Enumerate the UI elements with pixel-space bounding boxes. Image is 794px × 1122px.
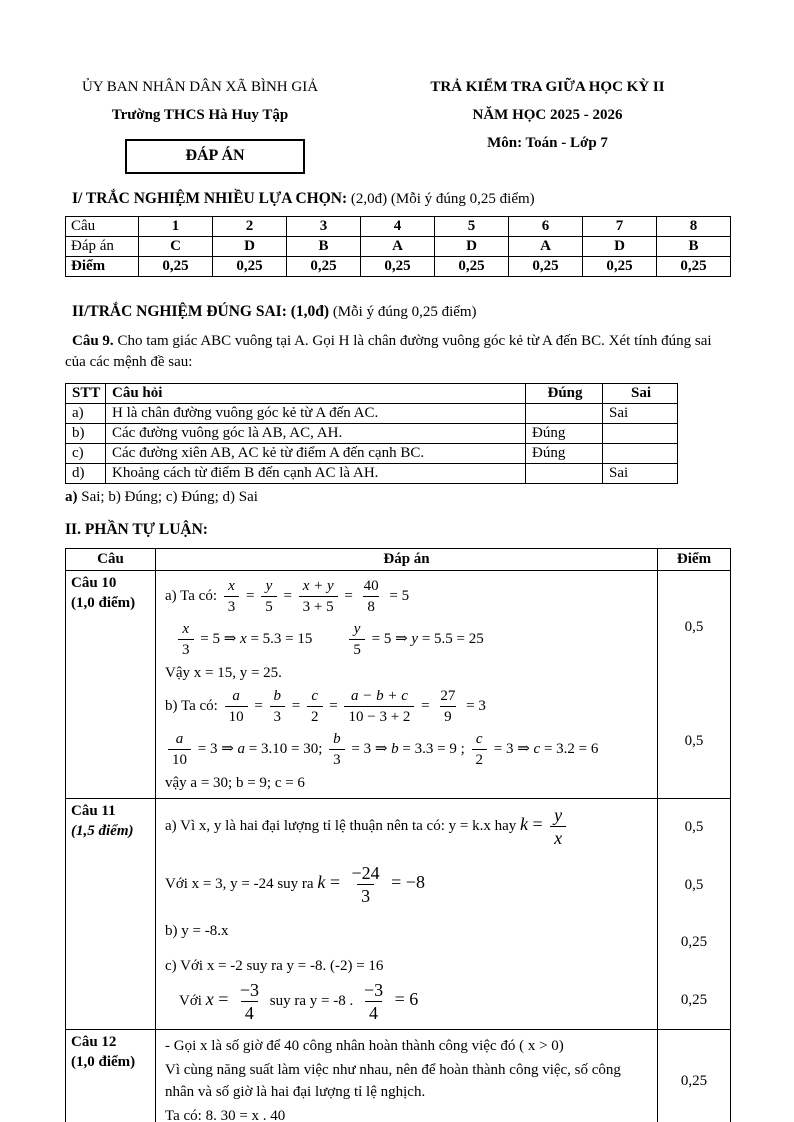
math-text: = 5 ⇒ xyxy=(196,630,241,647)
score-value: 0,5 xyxy=(684,819,704,836)
fraction-numerator: x xyxy=(228,578,235,594)
dung-cell xyxy=(526,464,603,484)
question-number-cell: 8 xyxy=(657,217,731,237)
math-text: = 3.2 = 6 xyxy=(540,740,599,757)
math-text: = 3 ⇒ xyxy=(194,740,238,757)
answer-gap xyxy=(165,909,651,918)
math-text: a) Ta có: xyxy=(165,587,221,604)
fraction xyxy=(472,730,488,769)
math-text: = 5 xyxy=(385,587,410,604)
fraction-denominator: 3 xyxy=(357,884,374,906)
math-text: = 3 xyxy=(462,697,486,714)
section1-title-rest: (2,0đ) (Mỗi ý đúng 0,25 điểm) xyxy=(347,191,535,207)
math-text: = 3 ⇒ xyxy=(347,740,392,757)
fraction-numerator: x xyxy=(182,621,190,637)
score-cell xyxy=(658,799,731,1030)
column-header-cell: Đáp án xyxy=(156,549,658,571)
score-value: 0,25 xyxy=(680,991,708,1008)
answer-content xyxy=(165,1035,651,1122)
summary-rest: Sai; b) Đúng; c) Đúng; d) Sai xyxy=(77,489,258,505)
stt-cell: b) xyxy=(66,424,106,444)
question9-statement xyxy=(65,331,730,373)
school-name: Trường THCS Hà Huy Tập xyxy=(111,107,289,123)
fraction-numerator: −3 xyxy=(363,980,384,1000)
section1-title-bold: I/ TRẮC NGHIỆM NHIỀU LỰA CHỌN: xyxy=(72,190,348,207)
question-number-cell: 7 xyxy=(583,217,657,237)
section2-title-rest: (Mỗi ý đúng 0,25 điểm) xyxy=(329,304,477,320)
sai-cell: Sai xyxy=(603,464,678,484)
math-text: = 6 xyxy=(390,988,419,1009)
answer-content-cell xyxy=(156,799,658,1030)
fraction-numerator: c xyxy=(311,688,319,704)
column-header-cell: Điểm xyxy=(658,549,731,571)
sai-cell xyxy=(603,424,678,444)
math-text: suy ra y = -8 . xyxy=(266,992,357,1009)
math-text: Vì cùng năng suất làm việc như nhau, nên để hoàn thành công việc, số công nhân và số giờ là hai đại lượng tỉ lệ nghịch. xyxy=(165,1062,621,1100)
question9-text: Cho tam giác ABC vuông tại A. Gọi H là chân đường vuông góc kẻ từ A đến BC. Xét tính đúng sai của các mệnh đề sau: xyxy=(65,333,712,370)
answer-line xyxy=(165,686,651,727)
question-number-cell: 5 xyxy=(435,217,509,237)
math-text: c) Với x = -2 suy ra y = -8. (-2) = 16 xyxy=(165,958,384,974)
math-text: a xyxy=(237,740,246,757)
column-header-cell: Đúng xyxy=(526,384,603,404)
row-label-cell: Câu xyxy=(66,217,139,237)
stt-cell: c) xyxy=(66,444,106,464)
math-text: vậy a = 30; b = 9; c = 6 xyxy=(165,775,305,791)
math-text: b) Ta có: xyxy=(165,697,222,714)
fraction xyxy=(360,577,383,616)
dung-cell xyxy=(526,404,603,424)
math-text: = 3 ⇒ xyxy=(490,740,534,757)
answer-line xyxy=(165,1105,651,1122)
fraction xyxy=(307,687,323,726)
fraction-numerator: a − b + c xyxy=(350,688,408,704)
fraction-numerator: y xyxy=(554,805,563,825)
fraction-denominator: x xyxy=(550,826,566,848)
column-header-cell: STT xyxy=(66,384,106,404)
essay-answer-table xyxy=(65,548,731,1122)
question-label: Câu 10 xyxy=(71,575,117,591)
answer-line xyxy=(165,804,651,849)
score-value: 0,25 xyxy=(680,1072,708,1089)
fraction xyxy=(329,730,345,769)
essay-row xyxy=(66,1030,731,1122)
fraction-numerator: a xyxy=(175,731,184,747)
math-text: = 3.10 = 30; xyxy=(245,740,327,757)
answer-line xyxy=(165,862,651,907)
answer-line xyxy=(165,662,651,684)
section1-title xyxy=(72,190,730,208)
true-false-table xyxy=(65,383,678,484)
answer-cell: D xyxy=(213,237,287,257)
question-label-cell xyxy=(66,1030,156,1122)
statement-cell: Các đường vuông góc là AB, AC, AH. xyxy=(106,424,526,444)
answer-line xyxy=(165,1059,651,1103)
score-value: 0,5 xyxy=(684,732,704,749)
score-cell: 0,25 xyxy=(583,257,657,277)
row-label-cell: Điểm xyxy=(66,257,139,277)
question-label: Câu 11 xyxy=(71,803,116,819)
answer-cell: C xyxy=(139,237,213,257)
row-label-cell: Đáp án xyxy=(66,237,139,257)
fraction xyxy=(436,687,459,726)
fraction-denominator: 10 − 3 + 2 xyxy=(344,706,414,726)
answer-line xyxy=(165,576,651,617)
table-row xyxy=(66,257,731,277)
math-text: = xyxy=(250,697,267,714)
question-number-cell: 1 xyxy=(139,217,213,237)
score-cell: 0,25 xyxy=(287,257,361,277)
column-header-cell: Sai xyxy=(603,384,678,404)
essay-row xyxy=(66,571,731,799)
score-cell xyxy=(658,1030,731,1122)
fraction xyxy=(224,577,240,616)
issuing-authority: ỦY BAN NHÂN DÂN XÃ BÌNH GIẢ xyxy=(81,79,319,95)
section2-title-bold: II/TRẮC NGHIỆM ĐÚNG SAI: (1,0đ) xyxy=(72,303,330,320)
exam-header xyxy=(335,78,730,174)
table-row xyxy=(66,464,678,484)
stt-cell: a) xyxy=(66,404,106,424)
dung-cell: Đúng xyxy=(526,424,603,444)
column-header-cell: Câu xyxy=(66,549,156,571)
fraction-numerator: b xyxy=(333,731,341,747)
fraction-numerator: c xyxy=(475,731,483,747)
answer-content xyxy=(165,804,651,1024)
math-text: - Gọi x là số giờ để 40 công nhân hoàn thành công việc đó ( x > 0) xyxy=(165,1038,564,1054)
question-number-cell: 2 xyxy=(213,217,287,237)
sai-cell xyxy=(603,444,678,464)
sai-cell: Sai xyxy=(603,404,678,424)
fraction-denominator: 3 + 5 xyxy=(299,596,338,616)
math-text: = 5 ⇒ xyxy=(367,630,412,647)
fraction-numerator: −24 xyxy=(351,863,380,883)
fraction xyxy=(225,687,248,726)
answer-content-cell xyxy=(156,571,658,799)
fraction-numerator: y xyxy=(353,621,361,637)
answer-cell: B xyxy=(657,237,731,257)
math-text: y xyxy=(411,630,419,647)
essay-row xyxy=(66,799,731,1030)
fraction-numerator: y xyxy=(265,578,273,594)
fraction-numerator: a xyxy=(232,688,240,704)
answer-gap xyxy=(165,851,651,860)
stt-cell: d) xyxy=(66,464,106,484)
document-header xyxy=(65,78,730,174)
score-stack xyxy=(658,571,730,798)
math-text: = xyxy=(340,587,357,604)
math-text: = 5.5 = 25 xyxy=(418,630,484,647)
fraction xyxy=(299,577,338,616)
score-cell xyxy=(658,571,731,799)
math-text: c xyxy=(533,740,541,757)
subject-grade: Môn: Toán - Lớp 7 xyxy=(487,135,608,151)
score-cell: 0,25 xyxy=(657,257,731,277)
fraction xyxy=(261,577,277,616)
math-text: k xyxy=(317,871,326,892)
answer-line xyxy=(165,619,651,660)
table-header-row xyxy=(66,549,731,571)
table-row xyxy=(66,404,678,424)
column-header-cell: Câu hỏi xyxy=(106,384,526,404)
fraction-denominator: 4 xyxy=(365,1001,382,1023)
answer-key-box: ĐÁP ÁN xyxy=(125,139,305,174)
summary-bold: a) xyxy=(65,489,78,505)
statement-cell: Khoảng cách từ điểm B đến cạnh AC là AH. xyxy=(106,464,526,484)
fraction-denominator: 3 xyxy=(224,596,240,616)
math-text: = xyxy=(325,697,342,714)
answer-line xyxy=(165,979,651,1024)
fraction-numerator: 40 xyxy=(363,578,379,594)
fraction-denominator: 2 xyxy=(307,706,323,726)
fraction-denominator: 10 xyxy=(225,706,248,726)
table-row xyxy=(66,237,731,257)
question-label: Câu 12 xyxy=(71,1034,117,1050)
fraction-numerator: 27 xyxy=(440,688,456,704)
answer-cell: D xyxy=(583,237,657,257)
fraction-denominator: 3 xyxy=(329,749,345,769)
school-year: NĂM HỌC 2025 - 2026 xyxy=(472,107,623,123)
score-cell: 0,25 xyxy=(213,257,287,277)
answer-content xyxy=(165,576,651,795)
math-text: = xyxy=(213,988,233,1009)
fraction-denominator: 4 xyxy=(241,1001,258,1023)
fraction xyxy=(550,805,566,848)
fraction-denominator: 9 xyxy=(440,706,456,726)
math-text: b) y = -8.x xyxy=(165,923,229,939)
answer-line xyxy=(165,1035,651,1057)
question-points: (1,0 điểm) xyxy=(71,595,136,611)
math-text: = 5.3 = 15 xyxy=(246,630,313,647)
table-row xyxy=(66,217,731,237)
table-row xyxy=(66,424,678,444)
math-text: Với xyxy=(179,992,206,1009)
math-text: = −8 xyxy=(386,871,425,892)
exam-title: TRẢ KIỂM TRA GIỮA HỌC KỲ II xyxy=(430,79,665,95)
answer-content-cell xyxy=(156,1030,658,1122)
math-text: a) Vì x, y là hai đại lượng tỉ lệ thuận nên ta có: y = k.x hay xyxy=(165,817,520,834)
math-text: Ta có: 8. 30 = x . 40 xyxy=(165,1108,286,1122)
math-text: x xyxy=(240,630,247,647)
question-points: (1,0 điểm) xyxy=(71,1054,136,1070)
dung-cell: Đúng xyxy=(526,444,603,464)
fraction xyxy=(236,980,263,1023)
question-points: (1,5 điểm) xyxy=(71,823,134,839)
mcq-answer-table xyxy=(65,216,731,277)
fraction-numerator: b xyxy=(273,688,282,704)
math-text: = xyxy=(528,813,548,834)
math-text: = xyxy=(242,587,259,604)
answer-line xyxy=(165,955,651,977)
fraction xyxy=(348,863,384,906)
fraction-numerator: x + y xyxy=(302,578,334,594)
fraction xyxy=(349,620,365,659)
answer-gap xyxy=(165,944,651,953)
table-header-row xyxy=(66,384,678,404)
math-text: = xyxy=(325,871,345,892)
answer-line xyxy=(165,729,651,770)
question9-number: Câu 9. xyxy=(72,333,114,349)
question-label-cell xyxy=(66,571,156,799)
score-cell: 0,25 xyxy=(139,257,213,277)
fraction-denominator: 3 xyxy=(270,706,286,726)
math-text: = xyxy=(417,697,434,714)
answer-line xyxy=(165,920,651,942)
fraction-denominator: 10 xyxy=(168,749,191,769)
fraction-denominator: 5 xyxy=(349,639,365,659)
fraction xyxy=(178,620,194,659)
math-text: x xyxy=(205,988,214,1009)
fraction-denominator: 8 xyxy=(363,596,379,616)
fraction xyxy=(270,687,286,726)
table-row xyxy=(66,444,678,464)
math-text: k xyxy=(520,813,528,834)
math-text: = xyxy=(288,697,305,714)
answer-cell: B xyxy=(287,237,361,257)
math-text: = xyxy=(279,587,296,604)
score-value: 0,5 xyxy=(684,876,704,893)
fraction-numerator: −3 xyxy=(239,980,259,1000)
math-text: = 3.3 = 9 ; xyxy=(398,740,469,757)
answer-cell: D xyxy=(435,237,509,257)
score-cell: 0,25 xyxy=(361,257,435,277)
score-value: 0,5 xyxy=(684,619,704,636)
question9-answer-summary xyxy=(65,489,730,506)
fraction-denominator: 2 xyxy=(472,749,488,769)
fraction xyxy=(360,980,387,1023)
section2-title xyxy=(72,303,730,321)
math-text: Vậy x = 15, y = 25. xyxy=(165,665,282,681)
answer-cell: A xyxy=(509,237,583,257)
score-stack xyxy=(658,1030,730,1122)
section3-title: II. PHẦN TỰ LUẬN: xyxy=(65,521,208,538)
score-cell: 0,25 xyxy=(509,257,583,277)
question-number-cell: 6 xyxy=(509,217,583,237)
answer-cell: A xyxy=(361,237,435,257)
fraction-denominator: 3 xyxy=(178,639,194,659)
score-cell: 0,25 xyxy=(435,257,509,277)
question-number-cell: 4 xyxy=(361,217,435,237)
school-header xyxy=(65,78,335,174)
statement-cell: H là chân đường vuông góc kẻ từ A đến AC. xyxy=(106,404,526,424)
question-number-cell: 3 xyxy=(287,217,361,237)
fraction xyxy=(168,730,191,769)
score-value: 0,25 xyxy=(680,934,708,951)
score-stack xyxy=(658,799,730,1029)
answer-line xyxy=(165,772,651,794)
math-text: b xyxy=(391,740,399,757)
math-text: Với x = 3, y = -24 suy ra xyxy=(165,875,318,892)
fraction-denominator: 5 xyxy=(261,596,277,616)
question-label-cell xyxy=(66,799,156,1030)
fraction xyxy=(344,687,414,726)
statement-cell: Các đường xiên AB, AC kẻ từ điểm A đến cạnh BC. xyxy=(106,444,526,464)
